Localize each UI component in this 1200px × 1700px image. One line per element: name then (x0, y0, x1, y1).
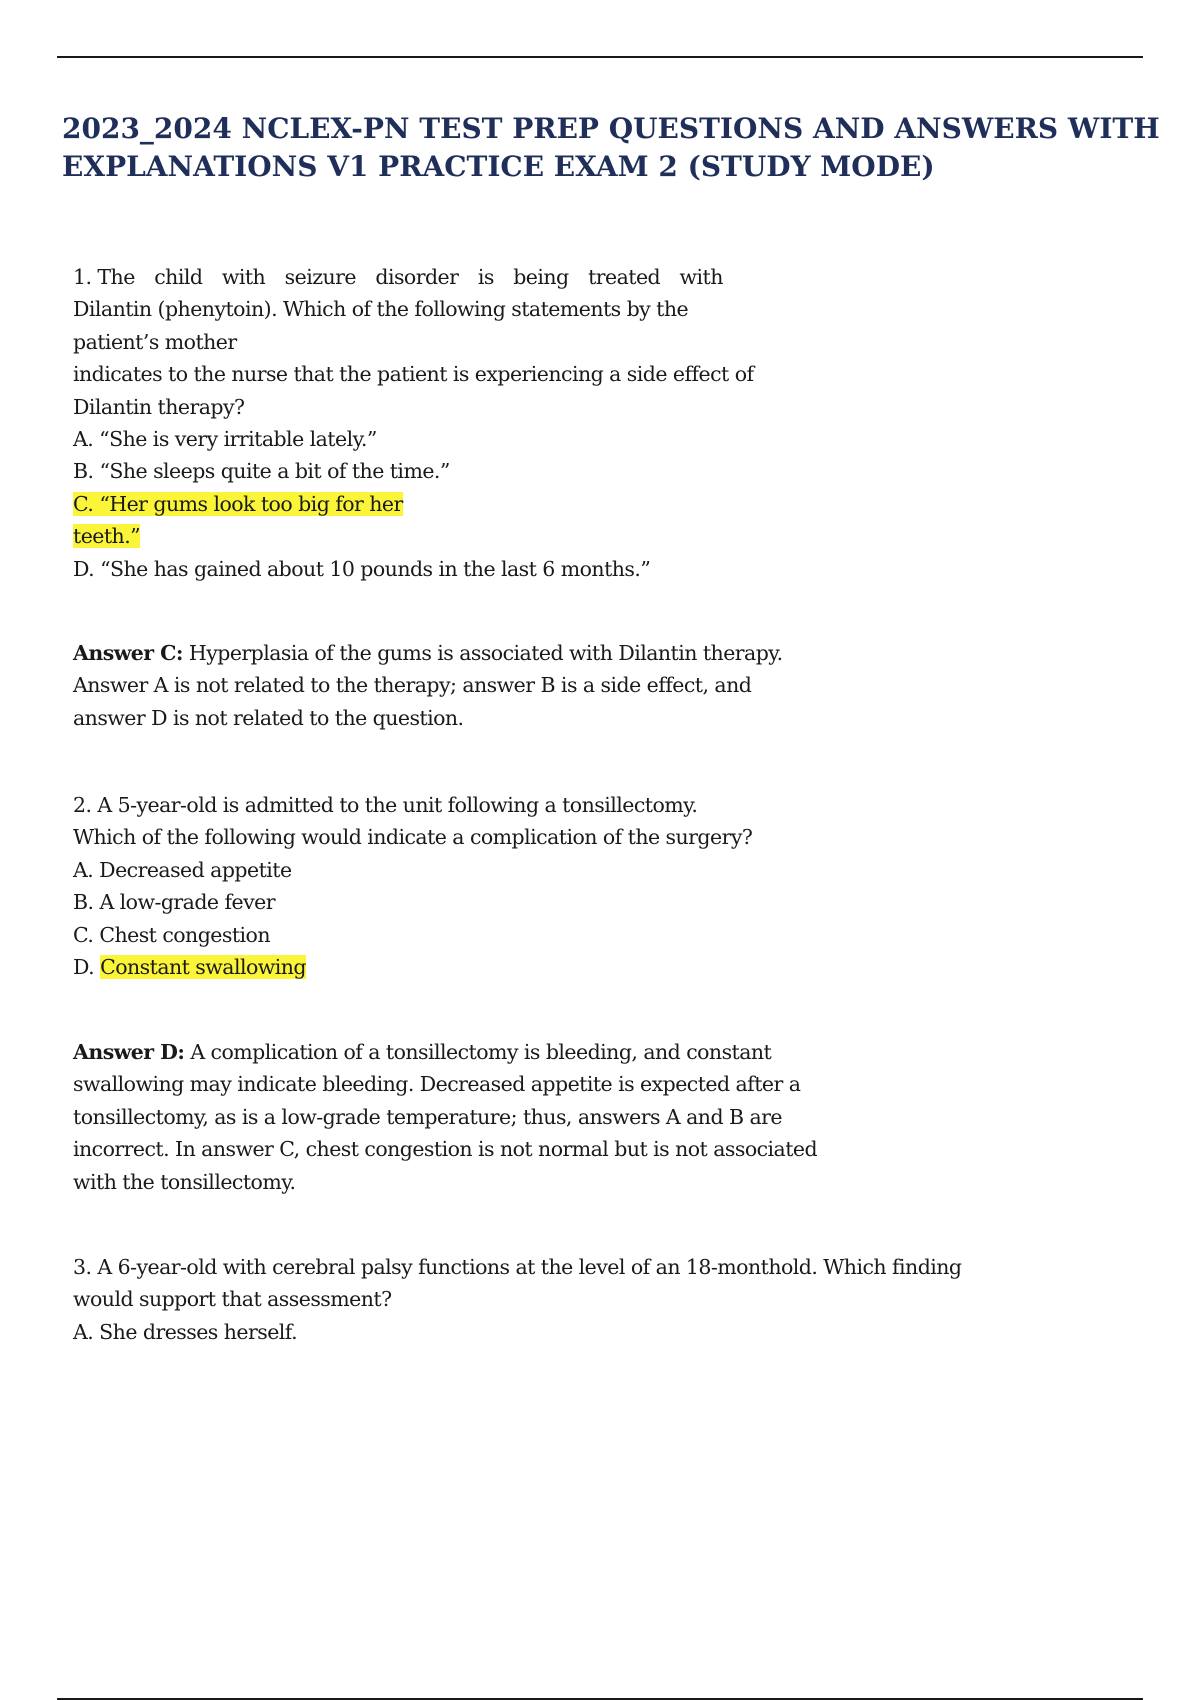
question-1-stem-line-1: 1. The child with seizure disorder is being treated with (73, 265, 723, 289)
title-line: EXPLANATIONS V1 PRACTICE EXAM 2 (STUDY MODE) (62, 150, 935, 183)
question-2-option-b: B. A low-grade fever (73, 890, 275, 915)
question-2-stem-line-1: 2. A 5-year-old is admitted to the unit following a tonsillectomy. (73, 793, 698, 817)
document-title (62, 110, 1160, 186)
question-3-stem-line-1: 3. A 6-year-old with cerebral palsy functions at the level of an 18-monthold. Which finding (73, 1255, 962, 1279)
question-1-option-d: D. “She has gained about 10 pounds in the last 6 months.” (73, 556, 651, 581)
question-3-stem-line-2: would support that assessment? (73, 1287, 392, 1312)
question-1-option-c-cont (73, 520, 1073, 552)
highlighted-answer: Constant swallowing (100, 954, 306, 979)
question-2-stem-line-2: Which of the following would indicate a complication of the surgery? (73, 825, 753, 850)
answer-2-line-3: tonsillectomy, as is a low-grade temperature; thus, answers A and B are (73, 1104, 782, 1129)
question-1-option-a: A. “She is very irritable lately.” (73, 426, 377, 451)
top-rule (57, 56, 1143, 58)
answer-1-line-3: answer D is not related to the question. (73, 705, 464, 730)
question-2-option-d: D. Constant swallowing (73, 954, 306, 979)
question-1 (73, 261, 1073, 585)
highlighted-answer: C. “Her gums look too big for her (73, 491, 403, 516)
question-1-stem-line-4: indicates to the nurse that the patient is experiencing a side effect of (73, 362, 754, 387)
answer-label: Answer D: (73, 1040, 185, 1064)
title-line: 2023_2024 NCLEX-PN TEST PREP QUESTIONS AND ANSWERS WITH (62, 112, 1160, 145)
question-1-stem-line-3: patient’s mother (73, 329, 237, 354)
question-1-stem-line-2: Dilantin (phenytoin). Which of the following statements by the (73, 297, 689, 322)
answer-2 (73, 1036, 1073, 1198)
question-2-option-c: C. Chest congestion (73, 922, 270, 947)
question-1-stem-line-5: Dilantin therapy? (73, 394, 245, 419)
answer-2-line-1: Answer D: A complication of a tonsillectomy is bleeding, and constant (73, 1040, 772, 1064)
highlighted-answer: teeth.” (73, 524, 141, 549)
answer-2-line-5: with the tonsillectomy. (73, 1169, 296, 1194)
answer-1-line-2: Answer A is not related to the therapy; answer B is a side effect, and (73, 673, 752, 698)
answer-1-line-1: Answer C: Hyperplasia of the gums is associated with Dilantin therapy. (73, 641, 783, 665)
question-3 (73, 1251, 1073, 1348)
answer-label: Answer C: (73, 641, 183, 665)
answer-2-line-4: incorrect. In answer C, chest congestion is not normal but is not associated (73, 1137, 818, 1162)
question-2-option-a: A. Decreased appetite (73, 857, 292, 882)
question-3-option-a: A. She dresses herself. (73, 1319, 298, 1344)
answer-1 (73, 637, 1073, 734)
answer-2-line-2: swallowing may indicate bleeding. Decreased appetite is expected after a (73, 1072, 801, 1097)
question-1-option-b: B. “She sleeps quite a bit of the time.” (73, 459, 450, 484)
question-2 (73, 789, 1073, 983)
question-1-option-c (73, 488, 1073, 520)
